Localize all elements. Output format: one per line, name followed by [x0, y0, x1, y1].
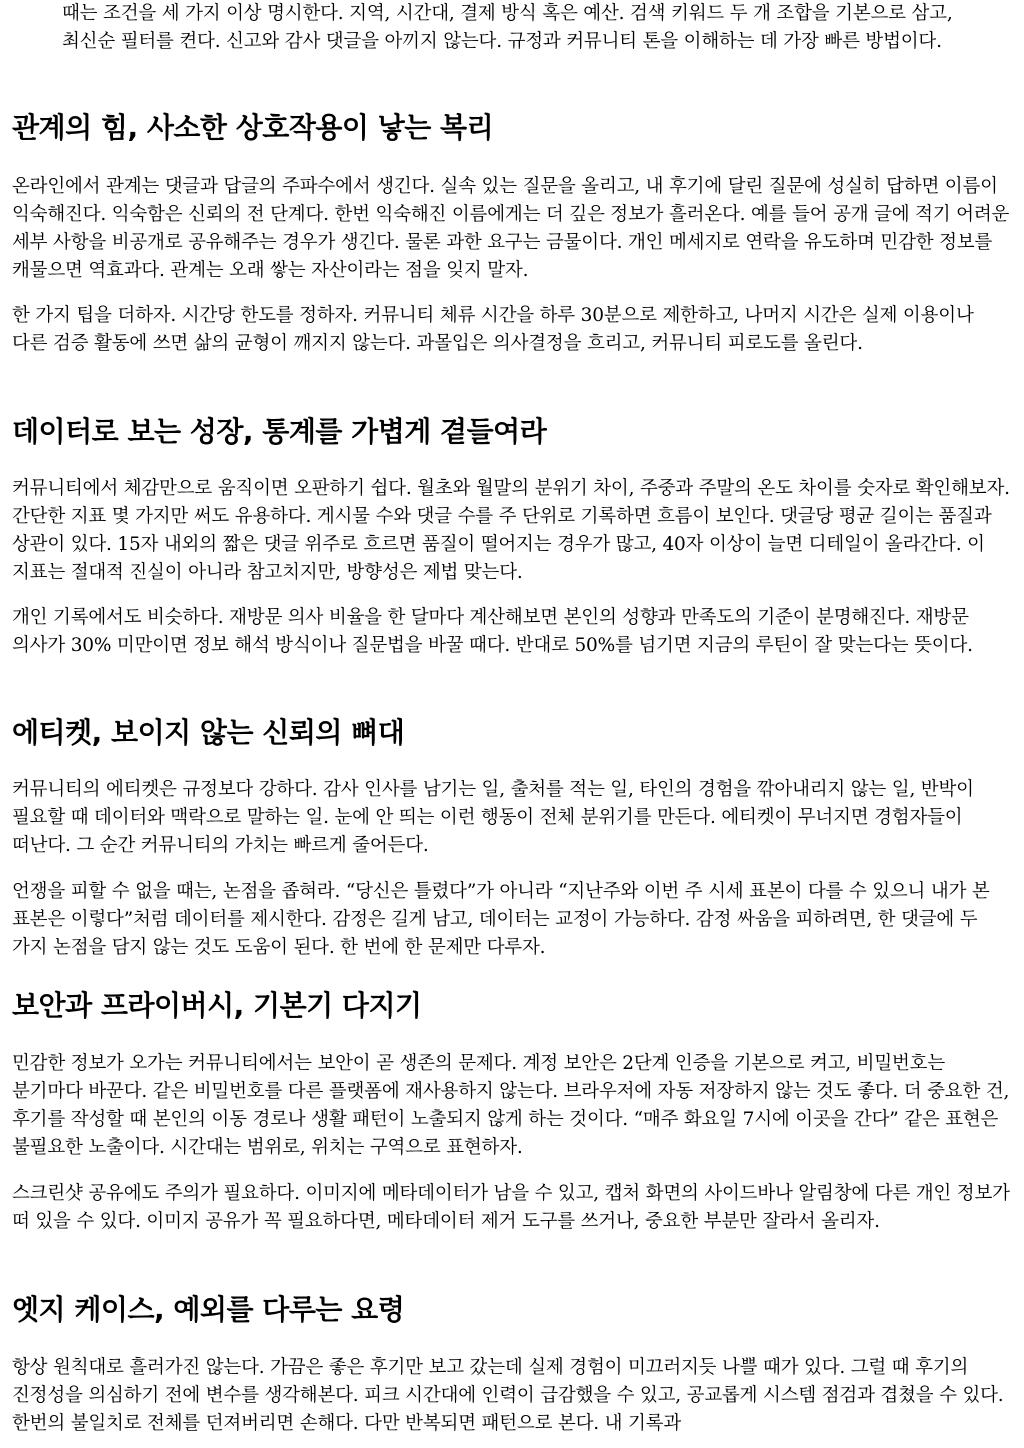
paragraph-data-growth-1: 커뮤니티에서 체감만으로 움직이면 오판하기 쉽다. 월초와 월말의 분위기 차이, 주중과 주말의 온도 차이를 숫자로 확인해보자. 간단한 지표 몇 가지만 써도 유용하다. 게시물 수와 댓글 수를 주 단위로 기록하면 흐름이 보인다. 댓글당 평균 길이는 품질과 상관이 있다. 15자 내외의 짧은 댓글 위주로 흐르면 품질이 떨어지는 경우가 많고, 40자 이상이 늘면 디테일이 올라간다. 이 지표는 절대적 진실이 아니라 참고치지만, 방향성은 제법 맞는다.: [12, 478, 1010, 583]
section-heading-relationships: 관계의 힘, 사소한 상호작용이 낳는 복리: [12, 111, 494, 144]
paragraph-relationships-1: 온라인에서 관계는 댓글과 답글의 주파수에서 생긴다. 실속 있는 질문을 올리고, 내 후기에 달린 질문에 성실히 답하면 이름이 익숙해진다. 익숙함은 신뢰의 전 단계다. 한번 익숙해진 이름에게는 더 깊은 정보가 흘러온다. 예를 들어 공개 글에 적기 어려운 세부 사항을 비공개로 공유해주는 경우가 생긴다. 물론 과한 요구는 금물이다. 개인 메세지로 연락을 유도하며 민감한 정보를 캐물으면 역효과다. 관계는 오래 쌓는 자산이라는 점을 잊지 말자.: [12, 176, 1010, 281]
section-heading-security: 보안과 프라이버시, 기본기 다지기: [12, 989, 422, 1022]
paragraph-security-1: 민감한 정보가 오가는 커뮤니티에서는 보안이 곧 생존의 문제다. 계정 보안은 2단계 인증을 기본으로 켜고, 비밀번호는 분기마다 바꾼다. 같은 비밀번호를 다른 플랫폼에 재사용하지 않는다. 브라우저에 자동 저장하지 않는 것도 좋다. 더 중요한 건, 후기를 작성할 때 본인의 이동 경로나 생활 패턴이 노출되지 않게 하는 것이다. “매주 화요일 7시에 이곳을 간다” 같은 표현은 불필요한 노출이다. 시간대는 범위로, 위치는 구역으로 표현하자.: [12, 1053, 1010, 1158]
intro-paragraph: 때는 조건을 세 가지 이상 명시한다. 지역, 시간대, 결제 방식 혹은 예산. 검색 키워드 두 개 조합을 기본으로 삼고, 최신순 필터를 켠다. 신고와 감사 댓글을 아끼지 않는다. 규정과 커뮤니티 톤을 이해하는 데 가장 빠른 방법이다.: [62, 3, 953, 52]
paragraph-etiquette-2: 언쟁을 피할 수 없을 때는, 논점을 좁혀라. “당신은 틀렸다”가 아니라 “지난주와 이번 주 시세 표본이 다를 수 있으니 내가 본 표본은 이렇다”처럼 데이터를 제시한다. 감정은 길게 남고, 데이터는 교정이 가능하다. 감정 싸움을 피하려면, 한 댓글에 두 가지 논점을 담지 않는 것도 도움이 된다. 한 번에 한 문제만 다루자.: [12, 881, 990, 958]
paragraph-edge-cases-1: 항상 원칙대로 흘러가진 않는다. 가끔은 좋은 후기만 보고 갔는데 실제 경험이 미끄러지듯 나쁠 때가 있다. 그럴 때 후기의 진정성을 의심하기 전에 변수를 생각해본다. 피크 시간대에 인력이 급감했을 수 있고, 공교롭게 시스템 점검과 겹쳤을 수 있다. 한번의 불일치로 전체를 던져버리면 손해다. 다만 반복되면 패턴으로 본다. 내 기록과: [12, 1357, 1004, 1434]
paragraph-etiquette-1: 커뮤니티의 에티켓은 규정보다 강하다. 감사 인사를 남기는 일, 출처를 적는 일, 타인의 경험을 깎아내리지 않는 일, 반박이 필요할 때 데이터와 맥락으로 말하는 일. 눈에 안 띄는 이런 행동이 전체 분위기를 만든다. 에티켓이 무너지면 경험자들이 떠난다. 그 순간 커뮤니티의 가치는 빠르게 줄어든다.: [12, 779, 974, 856]
section-heading-data-growth: 데이터로 보는 성장, 통계를 가볍게 곁들여라: [12, 415, 547, 448]
paragraph-relationships-2: 한 가지 팁을 더하자. 시간당 한도를 정하자. 커뮤니티 체류 시간을 하루 30분으로 제한하고, 나머지 시간은 실제 이용이나 다른 검증 활동에 쓰면 삶의 균형이 깨지지 않는다. 과몰입은 의사결정을 흐리고, 커뮤니티 피로도를 올린다.: [12, 305, 974, 354]
paragraph-data-growth-2: 개인 기록에서도 비슷하다. 재방문 의사 비율을 한 달마다 계산해보면 본인의 성향과 만족도의 기준이 분명해진다. 재방문 의사가 30% 미만이면 정보 해석 방식이나 질문법을 바꿀 때다. 반대로 50%를 넘기면 지금의 루틴이 잘 맞는다는 뜻이다.: [12, 607, 973, 656]
section-heading-edge-cases: 엣지 케이스, 예외를 다루는 요령: [12, 1293, 405, 1326]
section-heading-etiquette: 에티켓, 보이지 않는 신뢰의 뼈대: [12, 716, 405, 749]
paragraph-security-2: 스크린샷 공유에도 주의가 필요하다. 이미지에 메타데이터가 남을 수 있고, 캡처 화면의 사이드바나 알림창에 다른 개인 정보가 떠 있을 수 있다. 이미지 공유가 꼭 필요하다면, 메타데이터 제거 도구를 쓰거나, 중요한 부분만 잘라서 올리자.: [12, 1183, 1010, 1232]
